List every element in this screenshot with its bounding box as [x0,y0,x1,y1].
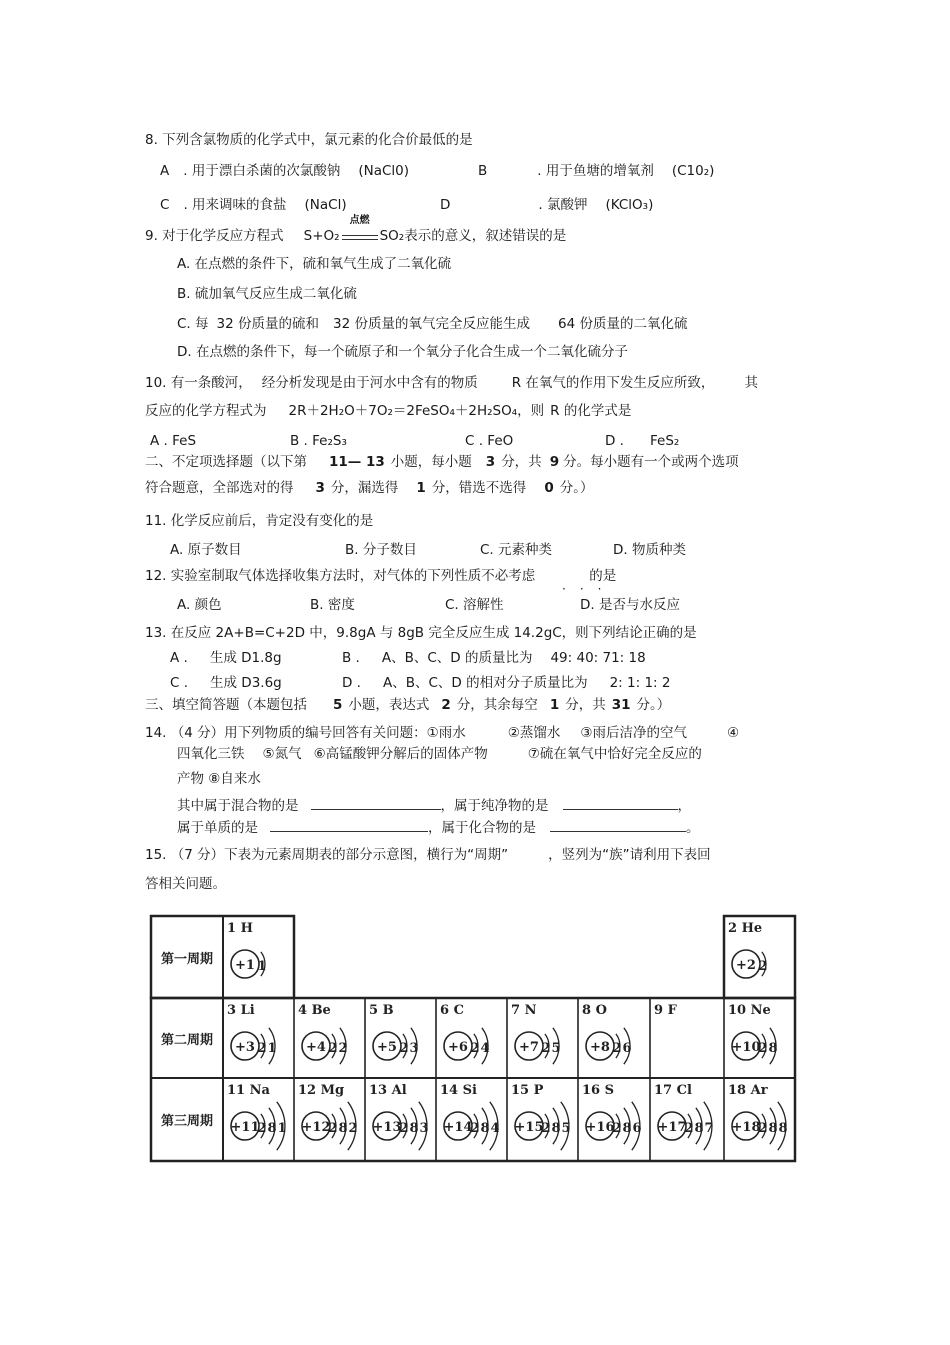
electron-count: 4 [490,1121,500,1136]
nuclear-charge: +17 [657,1120,687,1135]
sec2-k: 1 [416,480,426,496]
nuclear-charge: +15 [514,1120,544,1135]
sec3-i: 分。） [636,697,671,713]
sec2-l: 分，错选不选得 [431,480,527,496]
sec2-c: 小题，每小题 [390,454,472,470]
q14-l2c: ⑥高锰酸钾分解后的固体产物 [313,746,488,762]
period-label-3: 第三周期 [160,1114,214,1129]
nuclear-charge: +18 [731,1120,761,1135]
electron-count: 8 [480,1121,490,1136]
q10-line-1 [145,374,758,392]
element-symbol: 13 Al [369,1083,407,1098]
electron-count: 8 [409,1121,419,1136]
q12-option-d: D. 是否与水反应 [580,597,680,613]
electron-count: 6 [632,1121,642,1136]
element-symbol: 11 Na [227,1083,270,1098]
q14-l1b: ②蒸馏水 [507,725,561,741]
q14-l5a: 属于单质的是 [177,820,258,836]
electron-count: 8 [622,1121,632,1136]
q12-option-a: A. 颜色 [177,597,222,613]
q8-option-d [440,196,653,214]
q10-option-c: C . FeO [465,433,514,449]
answer-blank-compounds[interactable] [550,818,686,832]
q10-d-formula: FeS₂ [649,433,680,449]
q14-l2a: 四氧化三铁 [177,746,245,762]
electron-count: 8 [551,1121,561,1136]
q15-l1b: ，竖列为“族”请利用下表回 [548,847,711,863]
q8-stem: 8. 下列含氯物质的化学式中，氯元素的化合价最低的是 [145,132,473,148]
element-symbol: 14 Si [440,1083,477,1098]
sec2-i: 3 [315,480,325,496]
q13-c2: 生成 D3.6g [210,675,282,691]
q14-line-1 [145,724,739,742]
q10-l1b: 经分析发现是由于河水中含有的物质 [261,375,478,391]
q10-l2c: R 的化学式是 [550,403,632,419]
answer-blank-elements[interactable] [270,818,428,832]
electron-count: 2 [470,1121,480,1136]
nuclear-charge: +3 [235,1040,255,1055]
q9-option-b: B. 硫加氧气反应生成二氧化硫 [177,286,357,302]
q8-d-formula: (KClO₃) [605,197,654,213]
electron-count: 2 [257,1121,267,1136]
electron-count: 8 [267,1121,277,1136]
q8-b-formula: (C10₂) [671,163,715,179]
nuclear-charge: +10 [731,1040,761,1055]
q15-line-2: 答相关问题。 [145,876,226,892]
sec3-g: 分，共 [565,697,606,713]
q9-option-d: D. 在点燃的条件下，每一个硫原子和一个氧分子化合生成一个二氧化硫分子 [177,344,628,360]
q8-option-c [160,196,347,214]
q13-option-b [342,649,646,667]
electron-count: 7 [704,1121,714,1136]
sec3-a: 三、填空简答题（本题包括 [145,697,307,713]
q9-equation-condition [342,215,378,240]
nuclear-charge: +1 [235,958,255,973]
element-symbol: 5 B [369,1003,394,1018]
sec2-m: 0 [544,480,554,496]
section-3-heading [145,696,670,714]
element-symbol: 15 P [511,1083,544,1098]
electron-count: 2 [399,1041,409,1056]
nuclear-charge: +14 [443,1120,473,1135]
electron-count: 2 [328,1121,338,1136]
sec2-g: 分。每小题有一个或两个选项 [563,454,739,470]
section-2-heading-line-2 [145,479,593,497]
nuclear-charge: +2 [736,958,756,973]
q14-l2d: ⑦硫在氧气中恰好完全反应的 [527,746,702,762]
sec3-b: 5 [333,697,343,713]
q9-option-a: A. 在点燃的条件下，硫和氧气生成了二氧化硫 [177,256,452,272]
q13-d1: D . [342,675,361,691]
q8-a-letter: A [160,163,170,179]
q8-a-formula: (NaCl0) [358,163,410,179]
q10-l2a: 反应的化学方程式为 [145,403,267,419]
q9-c-2: 32 份质量的硫和 [216,316,319,332]
q14-l4c: ， [677,798,691,814]
q14-line-2 [177,745,702,763]
element-symbol: 2 He [728,921,763,936]
element-symbol: 1 H [227,921,253,936]
q8-d-letter: D [440,197,451,213]
q15-l1a: 15. （7 分）下表为元素周期表的部分示意图，横行为“周期” [145,847,509,863]
electron-count: 1 [267,1041,277,1056]
sec2-e: 分，共 [501,454,542,470]
q12-option-b: B. 密度 [310,597,355,613]
q8-c-text: . 用来调味的食盐 [183,197,287,213]
q12-option-c: C. 溶解性 [445,597,504,613]
nuclear-charge: +12 [301,1120,331,1135]
electron-count: 2 [612,1121,622,1136]
double-equals-sign [342,235,378,240]
q14-l5b: ，属于化合物的是 [428,820,536,836]
q12-stem [145,567,616,585]
element-symbol: 12 Mg [298,1083,345,1098]
periodic-table [148,912,800,1164]
element-symbol: 6 C [440,1003,464,1018]
element-symbol: 16 S [582,1083,615,1098]
q10-l1c: R 在氧气的作用下发生反应所致， [511,375,715,391]
q8-option-b [478,162,714,180]
q9-stem [145,215,567,245]
q10-d-letter: D . [605,433,624,449]
electron-count: 5 [551,1041,561,1056]
electron-count: 8 [338,1121,348,1136]
q9-stem-b: 表示的意义，叙述错误的是 [404,228,567,244]
electron-count: 8 [768,1121,778,1136]
q8-d-text: . 氯酸钾 [538,197,588,213]
q10-option-b: B . Fe₂S₃ [290,433,347,449]
element-symbol: 10 Ne [728,1003,771,1018]
q13-b2: A、B、C、D 的质量比为 [381,650,533,666]
q10-l1d: 其 [744,375,758,391]
element-symbol: 4 Be [298,1003,331,1018]
nuclear-charge: +4 [306,1040,326,1055]
sec2-d: 3 [485,454,496,470]
electron-count: 1 [257,959,267,974]
q13-d3: 2: 1: 1: 2 [609,675,671,691]
section-2-heading [145,453,739,471]
q14-line-5 [177,818,700,837]
q12-stem-a: 12. 实验室制取气体选择收集方法时，对气体的下列性质不必考虑 [145,568,536,584]
nuclear-charge: +13 [372,1120,402,1135]
electron-count: 2 [758,1041,768,1056]
sec3-f: 1 [549,697,560,713]
sec2-b: 11— 13 [329,454,385,470]
answer-blank-mixtures[interactable] [311,796,441,810]
emphasis-dots: ··· [562,582,616,596]
electron-count: 6 [622,1041,632,1056]
sec3-e: 分，其余每空 [456,697,538,713]
q14-line-4 [177,796,691,815]
electron-count: 2 [541,1041,551,1056]
element-symbol: 7 N [511,1003,537,1018]
element-symbol: 8 O [582,1003,607,1018]
sec2-h: 符合题意，全部选对的得 [145,480,294,496]
q9-option-c [177,315,687,333]
sec2-n: 分。） [559,480,594,496]
q13-c1: C . [170,675,189,691]
period-label-1: 第一周期 [160,952,214,967]
q8-c-letter: C [160,197,170,213]
q8-option-a [160,162,409,180]
q10-l2b: 2R＋2H₂O＋7O₂＝2FeSO₄＋2H₂SO₄，则 [288,403,545,419]
q11-option-b: B. 分子数目 [345,542,417,558]
electron-count: 2 [758,1121,768,1136]
electron-count: 4 [480,1041,490,1056]
q10-l1a: 10. 有一条酸河， [145,375,252,391]
electron-count: 2 [348,1121,358,1136]
electron-count: 8 [694,1121,704,1136]
q13-option-d [342,674,670,692]
q11-option-d: D. 物质种类 [613,542,686,558]
element-symbol: 3 Li [227,1003,255,1018]
q13-b3: 49: 40: 71: 18 [550,650,646,666]
sec3-h: 31 [611,697,631,713]
nuclear-charge: +11 [230,1120,260,1135]
q14-l4b: ，属于纯净物的是 [440,798,549,814]
q14-l1c: ③雨后洁净的空气 [580,725,687,741]
electron-count: 2 [257,1041,267,1056]
element-symbol: 18 Ar [728,1083,768,1098]
nuclear-charge: +5 [377,1040,397,1055]
q11-stem: 11. 化学反应前后，肯定没有变化的是 [145,513,374,529]
q11-option-a: A. 原子数目 [170,542,242,558]
sec2-f: 9 [549,454,560,470]
q10-line-2 [145,402,631,420]
q14-line-3: 产物 ⑧自来水 [177,771,261,787]
nuclear-charge: +7 [519,1040,539,1055]
electron-count: 8 [778,1121,788,1136]
q10-option-d [605,432,679,450]
electron-count: 3 [409,1041,419,1056]
sec2-j: 分，漏选得 [330,480,399,496]
electron-count: 2 [541,1121,551,1136]
q9-stem-a: 9. 对于化学反应方程式 [145,228,284,244]
electron-count: 2 [758,959,768,974]
sec2-a: 二、不定项选择题（以下第 [145,454,307,470]
electron-count: 5 [561,1121,571,1136]
q10-option-a: A . FeS [150,433,197,449]
answer-blank-pure-substances[interactable] [563,796,678,810]
period-label-2: 第二周期 [160,1033,214,1048]
electron-count: 2 [399,1121,409,1136]
q13-option-c [170,674,282,692]
sec3-d: 2 [441,697,451,713]
nuclear-charge: +6 [448,1040,468,1055]
q14-l5c: 。 [686,820,700,836]
q8-c-formula: (NaCl) [304,197,347,213]
electron-count: 2 [328,1041,338,1056]
nuclear-charge: +8 [590,1040,610,1055]
q8-a-text: . 用于漂白杀菌的次氯酸钠 [183,163,341,179]
electron-count: 2 [612,1041,622,1056]
electron-count: 8 [768,1041,778,1056]
q9-c-3: 32 份质量的氧气完全反应能生成 [333,316,530,332]
q8-b-text: . 用于鱼塘的增氧剂 [537,163,654,179]
q13-option-a [170,649,282,667]
electron-count: 2 [684,1121,694,1136]
electron-count: 2 [338,1041,348,1056]
q9-eq-right: SO₂ [379,228,405,244]
q13-b1: B . [342,650,360,666]
q14-l1d: ④ [726,725,740,741]
electron-count: 3 [419,1121,429,1136]
q13-a1: A . [170,650,188,666]
element-symbol: 17 Cl [654,1083,692,1098]
element-symbol: 9 F [654,1003,677,1018]
electron-count: 2 [470,1041,480,1056]
q9-eq-left: S+O₂ [303,228,340,244]
q9-eq-cond: 点燃 [349,215,370,226]
q14-l4a: 其中属于混合物的是 [177,798,299,814]
period-2-3-block [151,998,795,1161]
q9-c-1: C. 每 [177,316,209,332]
nuclear-charge: +16 [585,1120,615,1135]
q9-c-4: 64 份质量的二氧化硫 [557,316,688,332]
q12-stem-b: 的是 [589,568,617,584]
q13-a2: 生成 D1.8g [209,650,282,666]
q15-line-1 [145,846,711,864]
q13-d2: A、B、C、D 的相对分子质量比为 [382,675,588,691]
q14-l1a: 14. （4 分）用下列物质的编号回答有关问题：①雨水 [145,725,466,741]
q13-stem: 13. 在反应 2A+B=C+2D 中，9.8gA 与 8gB 完全反应生成 14.2gC，则下列结论正确的是 [145,625,697,641]
q14-l2b: ⑤氮气 [262,746,302,762]
q11-option-c: C. 元素种类 [480,542,553,558]
electron-count: 1 [277,1121,287,1136]
sec3-c: 小题，表达式 [348,697,430,713]
q8-b-letter: B [478,163,488,179]
